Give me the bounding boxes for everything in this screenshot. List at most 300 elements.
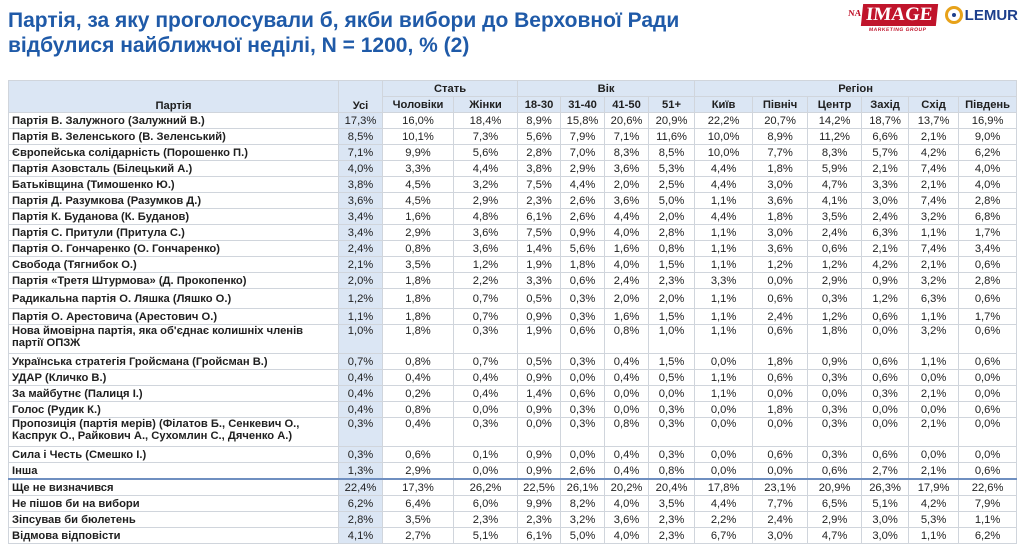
value-cell: 1,1% (695, 309, 753, 325)
value-cell: 22,5% (518, 479, 561, 496)
value-cell: 0,3% (339, 447, 383, 463)
value-cell: 3,2% (561, 512, 605, 528)
value-cell: 9,0% (959, 129, 1017, 145)
party-name-cell: Нова ймовірна партія, яка об'єднає колишніх членів партії ОПЗЖ (9, 325, 339, 354)
value-cell: 0,4% (605, 370, 649, 386)
party-name-cell: Не пішов би на вибори (9, 496, 339, 512)
lemur-logo-text: LEMUR (964, 6, 1018, 24)
value-cell: 1,5% (649, 309, 695, 325)
value-cell: 2,4% (753, 512, 808, 528)
table-row (9, 241, 1017, 257)
table-row (9, 225, 1017, 241)
table-row (9, 463, 1017, 480)
value-cell: 3,6% (605, 512, 649, 528)
value-cell: 1,3% (339, 463, 383, 480)
value-cell: 6,1% (518, 209, 561, 225)
value-cell: 4,4% (695, 209, 753, 225)
table-row (9, 370, 1017, 386)
value-cell: 1,1% (909, 354, 959, 370)
value-cell: 5,9% (808, 161, 862, 177)
value-cell: 0,6% (959, 289, 1017, 309)
value-cell: 2,0% (339, 273, 383, 289)
value-cell: 9,9% (383, 145, 454, 161)
value-cell: 2,8% (959, 273, 1017, 289)
value-cell: 3,0% (753, 528, 808, 544)
value-cell: 0,0% (695, 447, 753, 463)
value-cell: 4,2% (862, 257, 909, 273)
value-cell: 1,2% (862, 289, 909, 309)
value-cell: 0,0% (909, 402, 959, 418)
value-cell: 0,3% (649, 418, 695, 447)
value-cell: 1,8% (383, 289, 454, 309)
value-cell: 0,0% (753, 273, 808, 289)
value-cell: 7,5% (518, 225, 561, 241)
logo-image-text: IMAGE (865, 4, 934, 25)
table-row (9, 113, 1017, 129)
value-cell: 8,9% (518, 113, 561, 129)
value-cell: 1,1% (695, 193, 753, 209)
value-cell: 20,6% (605, 113, 649, 129)
value-cell: 0,0% (649, 386, 695, 402)
header-col: Жінки (454, 97, 518, 113)
party-name-cell: Партія О. Арестовича (Арестович О.) (9, 309, 339, 325)
value-cell: 0,3% (649, 402, 695, 418)
value-cell: 1,7% (959, 225, 1017, 241)
value-cell: 0,3% (649, 447, 695, 463)
value-cell: 2,8% (339, 512, 383, 528)
table-row (9, 257, 1017, 273)
value-cell: 7,4% (909, 241, 959, 257)
value-cell: 11,6% (649, 129, 695, 145)
value-cell: 0,0% (808, 386, 862, 402)
value-cell: 0,6% (753, 370, 808, 386)
value-cell: 7,1% (605, 129, 649, 145)
value-cell: 0,6% (862, 309, 909, 325)
logo-image-sub: MARKETING GROUP (868, 27, 927, 33)
value-cell: 6,8% (959, 209, 1017, 225)
value-cell: 17,3% (339, 113, 383, 129)
value-cell: 6,1% (518, 528, 561, 544)
value-cell: 2,4% (753, 309, 808, 325)
value-cell: 17,8% (695, 479, 753, 496)
value-cell: 6,2% (339, 496, 383, 512)
value-cell: 2,9% (383, 463, 454, 480)
value-cell: 0,3% (454, 325, 518, 354)
value-cell: 0,5% (518, 289, 561, 309)
value-cell: 10,1% (383, 129, 454, 145)
value-cell: 3,0% (862, 193, 909, 209)
value-cell: 0,3% (561, 309, 605, 325)
header-col: Захід (862, 97, 909, 113)
header-col: 51+ (649, 97, 695, 113)
value-cell: 3,5% (808, 209, 862, 225)
value-cell: 0,0% (454, 402, 518, 418)
value-cell: 8,5% (339, 129, 383, 145)
value-cell: 1,6% (605, 309, 649, 325)
value-cell: 1,9% (518, 257, 561, 273)
party-name-cell: Партія «Третя Штурмова» (Д. Прокопенко) (9, 273, 339, 289)
value-cell: 3,3% (383, 161, 454, 177)
value-cell: 0,0% (753, 418, 808, 447)
value-cell: 0,7% (339, 354, 383, 370)
value-cell: 0,5% (649, 370, 695, 386)
value-cell: 2,0% (649, 289, 695, 309)
table-row (9, 402, 1017, 418)
value-cell: 0,5% (518, 354, 561, 370)
value-cell: 26,1% (561, 479, 605, 496)
value-cell: 0,3% (561, 289, 605, 309)
value-cell: 0,0% (909, 447, 959, 463)
value-cell: 0,6% (753, 447, 808, 463)
value-cell: 3,3% (695, 273, 753, 289)
table-row (9, 309, 1017, 325)
value-cell: 2,1% (909, 177, 959, 193)
value-cell: 1,1% (695, 225, 753, 241)
value-cell: 3,5% (383, 512, 454, 528)
value-cell: 0,3% (808, 447, 862, 463)
value-cell: 1,1% (695, 289, 753, 309)
value-cell: 1,1% (695, 257, 753, 273)
value-cell: 10,0% (695, 145, 753, 161)
value-cell: 0,0% (695, 402, 753, 418)
value-cell: 16,9% (959, 113, 1017, 129)
value-cell: 2,6% (561, 463, 605, 480)
lemur-logo (945, 6, 1018, 24)
value-cell: 1,1% (695, 386, 753, 402)
value-cell: 7,9% (959, 496, 1017, 512)
value-cell: 8,5% (649, 145, 695, 161)
value-cell: 0,3% (808, 418, 862, 447)
value-cell: 2,6% (561, 209, 605, 225)
value-cell: 22,6% (959, 479, 1017, 496)
value-cell: 1,0% (339, 325, 383, 354)
value-cell: 1,4% (518, 386, 561, 402)
value-cell: 4,0% (605, 225, 649, 241)
value-cell: 0,0% (959, 386, 1017, 402)
value-cell: 1,1% (695, 325, 753, 354)
value-cell: 3,0% (753, 225, 808, 241)
table-row (9, 145, 1017, 161)
value-cell: 0,4% (339, 402, 383, 418)
value-cell: 1,4% (518, 241, 561, 257)
value-cell: 4,0% (959, 161, 1017, 177)
header-all: Усі (339, 81, 383, 113)
value-cell: 4,2% (909, 145, 959, 161)
value-cell: 3,8% (339, 177, 383, 193)
value-cell: 1,2% (454, 257, 518, 273)
value-cell: 2,0% (605, 177, 649, 193)
value-cell: 4,0% (605, 528, 649, 544)
party-name-cell: Партія О. Гончаренко (О. Гончаренко) (9, 241, 339, 257)
value-cell: 7,3% (454, 129, 518, 145)
value-cell: 1,1% (695, 241, 753, 257)
value-cell: 0,3% (454, 418, 518, 447)
value-cell: 0,3% (561, 354, 605, 370)
value-cell: 0,0% (695, 463, 753, 480)
party-name-cell: Сила і Честь (Смешко І.) (9, 447, 339, 463)
value-cell: 10,0% (695, 129, 753, 145)
table-row (9, 325, 1017, 354)
value-cell: 3,0% (753, 177, 808, 193)
value-cell: 2,1% (862, 241, 909, 257)
value-cell: 3,5% (649, 496, 695, 512)
value-cell: 16,0% (383, 113, 454, 129)
value-cell: 4,1% (808, 193, 862, 209)
value-cell: 5,6% (454, 145, 518, 161)
value-cell: 0,8% (383, 354, 454, 370)
value-cell: 2,3% (454, 512, 518, 528)
value-cell: 3,6% (605, 193, 649, 209)
value-cell: 0,0% (909, 370, 959, 386)
value-cell: 0,9% (561, 225, 605, 241)
value-cell: 2,8% (959, 193, 1017, 209)
table-row (9, 273, 1017, 289)
value-cell: 0,4% (383, 370, 454, 386)
value-cell: 11,2% (808, 129, 862, 145)
value-cell: 0,3% (561, 418, 605, 447)
value-cell: 3,0% (862, 512, 909, 528)
value-cell: 1,2% (808, 257, 862, 273)
value-cell: 5,0% (649, 193, 695, 209)
value-cell: 6,7% (695, 528, 753, 544)
value-cell: 2,9% (454, 193, 518, 209)
value-cell: 2,5% (649, 177, 695, 193)
value-cell: 2,2% (454, 273, 518, 289)
value-cell: 7,0% (561, 145, 605, 161)
table-row (9, 129, 1017, 145)
value-cell: 0,0% (605, 386, 649, 402)
value-cell: 3,6% (339, 193, 383, 209)
table-row (9, 479, 1017, 496)
value-cell: 20,9% (649, 113, 695, 129)
value-cell: 4,4% (561, 177, 605, 193)
value-cell: 0,2% (383, 386, 454, 402)
value-cell: 17,3% (383, 479, 454, 496)
value-cell: 6,3% (862, 225, 909, 241)
header-party: Партія (9, 81, 339, 113)
value-cell: 7,9% (561, 129, 605, 145)
value-cell: 1,8% (753, 354, 808, 370)
party-name-cell: Українська стратегія Гройсмана (Гройсман В.) (9, 354, 339, 370)
party-name-cell: Ще не визначився (9, 479, 339, 496)
value-cell: 0,6% (862, 447, 909, 463)
header-col: Чоловіки (383, 97, 454, 113)
value-cell: 13,7% (909, 113, 959, 129)
value-cell: 0,9% (518, 447, 561, 463)
value-cell: 18,4% (454, 113, 518, 129)
value-cell: 1,9% (518, 325, 561, 354)
header-col: Київ (695, 97, 753, 113)
value-cell: 7,5% (518, 177, 561, 193)
value-cell: 9,9% (518, 496, 561, 512)
value-cell: 3,2% (909, 209, 959, 225)
value-cell: 2,4% (339, 241, 383, 257)
value-cell: 2,2% (695, 512, 753, 528)
value-cell: 6,2% (959, 528, 1017, 544)
value-cell: 23,1% (753, 479, 808, 496)
value-cell: 2,8% (649, 225, 695, 241)
value-cell: 2,4% (808, 225, 862, 241)
value-cell: 5,7% (862, 145, 909, 161)
value-cell: 0,6% (808, 463, 862, 480)
value-cell: 4,4% (695, 496, 753, 512)
value-cell: 20,7% (753, 113, 808, 129)
value-cell: 2,3% (518, 512, 561, 528)
table-row (9, 193, 1017, 209)
value-cell: 4,4% (695, 161, 753, 177)
value-cell: 3,2% (454, 177, 518, 193)
image-marketing-logo (847, 4, 938, 33)
header-region-group: Регіон (695, 81, 1017, 97)
value-cell: 3,6% (454, 225, 518, 241)
value-cell: 0,8% (605, 418, 649, 447)
party-name-cell: Інша (9, 463, 339, 480)
value-cell: 26,2% (454, 479, 518, 496)
party-name-cell: Пропозиція (партія мерів) (Філатов Б., Сенкевич О., Каспрук О., Райкович А., Сухомлин С., Дяченко А.) (9, 418, 339, 447)
value-cell: 7,7% (753, 145, 808, 161)
value-cell: 6,5% (808, 496, 862, 512)
header-age-group: Вік (518, 81, 695, 97)
table-row (9, 209, 1017, 225)
party-name-cell: Зіпсував би бюлетень (9, 512, 339, 528)
value-cell: 2,6% (561, 193, 605, 209)
value-cell: 0,0% (862, 402, 909, 418)
value-cell: 0,0% (753, 386, 808, 402)
value-cell: 6,0% (454, 496, 518, 512)
value-cell: 8,3% (605, 145, 649, 161)
value-cell: 1,6% (605, 241, 649, 257)
value-cell: 5,3% (649, 161, 695, 177)
value-cell: 1,8% (383, 325, 454, 354)
party-name-cell: За майбутнє (Палиця І.) (9, 386, 339, 402)
value-cell: 7,1% (339, 145, 383, 161)
value-cell: 0,6% (959, 463, 1017, 480)
value-cell: 2,9% (383, 225, 454, 241)
table-row (9, 528, 1017, 544)
value-cell: 0,6% (959, 402, 1017, 418)
value-cell: 2,1% (909, 257, 959, 273)
value-cell: 4,0% (959, 177, 1017, 193)
value-cell: 2,4% (605, 273, 649, 289)
value-cell: 5,1% (454, 528, 518, 544)
party-name-cell: Батьківщина (Тимошенко Ю.) (9, 177, 339, 193)
value-cell: 26,3% (862, 479, 909, 496)
value-cell: 1,7% (959, 309, 1017, 325)
value-cell: 0,4% (605, 354, 649, 370)
value-cell: 4,5% (383, 177, 454, 193)
value-cell: 0,0% (959, 418, 1017, 447)
party-name-cell: Голос (Рудик К.) (9, 402, 339, 418)
value-cell: 4,4% (454, 161, 518, 177)
value-cell: 0,6% (753, 325, 808, 354)
header-row-groups (9, 81, 1017, 97)
table-row (9, 289, 1017, 309)
value-cell: 2,3% (649, 528, 695, 544)
value-cell: 0,0% (561, 370, 605, 386)
value-cell: 4,7% (808, 528, 862, 544)
value-cell: 1,1% (695, 370, 753, 386)
value-cell: 1,2% (808, 309, 862, 325)
value-cell: 1,8% (753, 209, 808, 225)
value-cell: 3,4% (339, 225, 383, 241)
value-cell: 0,6% (561, 325, 605, 354)
value-cell: 3,3% (862, 177, 909, 193)
value-cell: 0,7% (454, 309, 518, 325)
value-cell: 3,2% (909, 325, 959, 354)
value-cell: 8,9% (753, 129, 808, 145)
party-name-cell: Радикальна партія О. Ляшка (Ляшко О.) (9, 289, 339, 309)
value-cell: 5,1% (862, 496, 909, 512)
value-cell: 1,0% (649, 325, 695, 354)
value-cell: 4,2% (909, 496, 959, 512)
value-cell: 0,8% (649, 463, 695, 480)
page-title (8, 8, 848, 58)
table-row (9, 496, 1017, 512)
party-name-cell: Партія В. Зеленського (В. Зеленський) (9, 129, 339, 145)
value-cell: 0,6% (561, 273, 605, 289)
value-cell: 0,9% (518, 463, 561, 480)
party-name-cell: Відмова відповісти (9, 528, 339, 544)
value-cell: 0,6% (959, 354, 1017, 370)
value-cell: 2,9% (808, 273, 862, 289)
value-cell: 0,6% (959, 325, 1017, 354)
value-cell: 4,5% (383, 193, 454, 209)
value-cell: 0,6% (753, 289, 808, 309)
value-cell: 3,6% (605, 161, 649, 177)
value-cell: 5,6% (518, 129, 561, 145)
value-cell: 0,8% (383, 241, 454, 257)
table-row (9, 418, 1017, 447)
value-cell: 0,0% (695, 354, 753, 370)
value-cell: 4,0% (605, 496, 649, 512)
value-cell: 0,4% (454, 386, 518, 402)
value-cell: 0,6% (862, 370, 909, 386)
value-cell: 2,9% (561, 161, 605, 177)
value-cell: 3,5% (383, 257, 454, 273)
value-cell: 1,1% (909, 309, 959, 325)
value-cell: 22,2% (695, 113, 753, 129)
value-cell: 2,4% (862, 209, 909, 225)
value-cell: 2,9% (808, 512, 862, 528)
value-cell: 0,4% (383, 418, 454, 447)
value-cell: 0,9% (518, 402, 561, 418)
value-cell: 0,3% (862, 386, 909, 402)
value-cell: 2,1% (909, 386, 959, 402)
value-cell: 1,8% (753, 161, 808, 177)
value-cell: 3,6% (753, 241, 808, 257)
value-cell: 17,9% (909, 479, 959, 496)
logo-na-text: NA (847, 8, 862, 18)
value-cell: 3,8% (518, 161, 561, 177)
value-cell: 20,2% (605, 479, 649, 496)
value-cell: 0,9% (862, 273, 909, 289)
value-cell: 0,6% (561, 386, 605, 402)
value-cell: 2,1% (909, 463, 959, 480)
value-cell: 1,1% (909, 225, 959, 241)
value-cell: 14,2% (808, 113, 862, 129)
value-cell: 0,3% (339, 418, 383, 447)
value-cell: 0,0% (959, 447, 1017, 463)
value-cell: 0,4% (605, 463, 649, 480)
value-cell: 3,6% (753, 193, 808, 209)
header-col: Північ (753, 97, 808, 113)
value-cell: 1,6% (383, 209, 454, 225)
value-cell: 1,1% (959, 512, 1017, 528)
value-cell: 0,0% (695, 418, 753, 447)
header-col: 41-50 (605, 97, 649, 113)
value-cell: 3,6% (454, 241, 518, 257)
value-cell: 20,9% (808, 479, 862, 496)
